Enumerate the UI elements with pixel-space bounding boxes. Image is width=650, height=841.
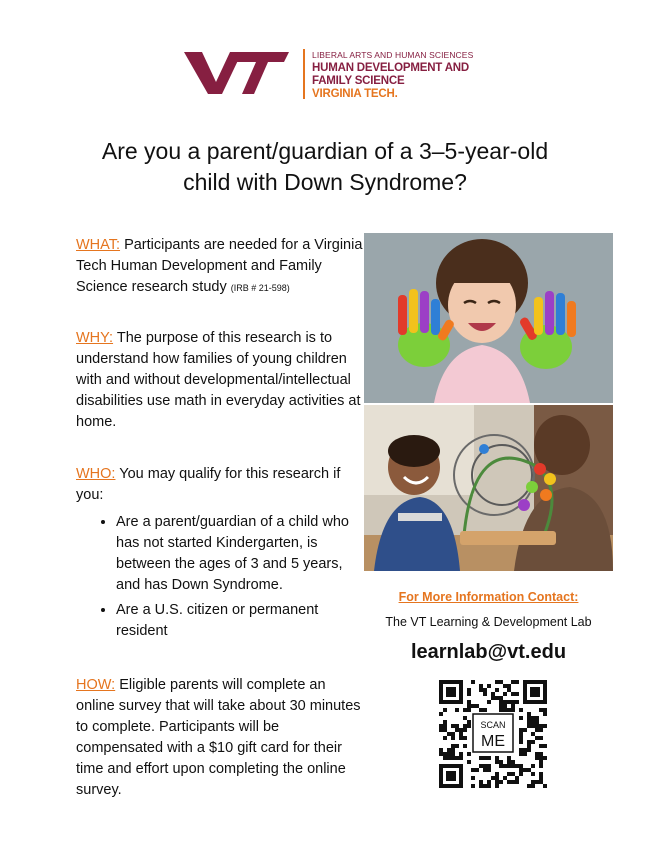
contact-label: For More Information Contact: bbox=[398, 590, 579, 604]
what-text: Participants are needed for a Virginia Tech Human Development and Family Science research study bbox=[76, 237, 363, 295]
unit-department-line2: FAMILY SCIENCE bbox=[312, 75, 405, 87]
contact-email[interactable]: learnlab@vt.edu bbox=[410, 641, 567, 663]
header bbox=[184, 47, 484, 103]
why-section bbox=[76, 328, 366, 433]
photo-child-bead-maze bbox=[364, 405, 613, 571]
unit-name bbox=[312, 49, 473, 101]
page-title bbox=[60, 136, 590, 198]
qr-code[interactable] bbox=[437, 678, 549, 790]
why-text: The purpose of this research is to understand how families of young children with and without developmental/intellectual disabilities use math in everyday activities at home. bbox=[76, 330, 361, 430]
how-label: HOW: bbox=[76, 677, 116, 693]
who-label: WHO: bbox=[76, 466, 116, 482]
what-label: WHAT: bbox=[76, 237, 121, 253]
unit-department-line1: HUMAN DEVELOPMENT AND bbox=[312, 62, 470, 74]
list-item: • Are a parent/guardian of a child who has not started Kindergarten, is between the ages of 3 and 5 years, and has Down Syndrome. bbox=[116, 512, 366, 596]
who-section bbox=[76, 464, 366, 646]
qr-me-text: ME bbox=[481, 733, 505, 750]
how-section bbox=[76, 675, 366, 801]
unit-university: VIRGINIA TECH. bbox=[312, 88, 398, 100]
header-divider bbox=[303, 49, 305, 99]
unit-college: LIBERAL ARTS AND HUMAN SCIENCES bbox=[312, 50, 474, 60]
how-text: Eligible parents will complete an online survey that will take about 30 minutes to complete. Participants will be compensated with a $10 gift card for their time and effort upon completing the online survey. bbox=[76, 677, 361, 798]
why-label: WHY: bbox=[76, 330, 114, 346]
who-criteria-list bbox=[76, 512, 366, 642]
title-line2: child with Down Syndrome? bbox=[183, 169, 467, 195]
title-line1: Are you a parent/guardian of a 3–5-year-old bbox=[101, 138, 549, 164]
what-section bbox=[76, 235, 366, 299]
qr-scan-text: SCAN bbox=[480, 720, 506, 730]
list-item: • Are a U.S. citizen or permanent resident bbox=[116, 600, 366, 642]
contact-lab-name: The VT Learning & Development Lab bbox=[385, 615, 592, 629]
photo-child-painted-hands bbox=[364, 233, 613, 403]
irb-number: (IRB # 21-598) bbox=[230, 283, 290, 293]
who-text: You may qualify for this research if you: bbox=[76, 466, 341, 503]
vt-logo bbox=[184, 50, 289, 96]
